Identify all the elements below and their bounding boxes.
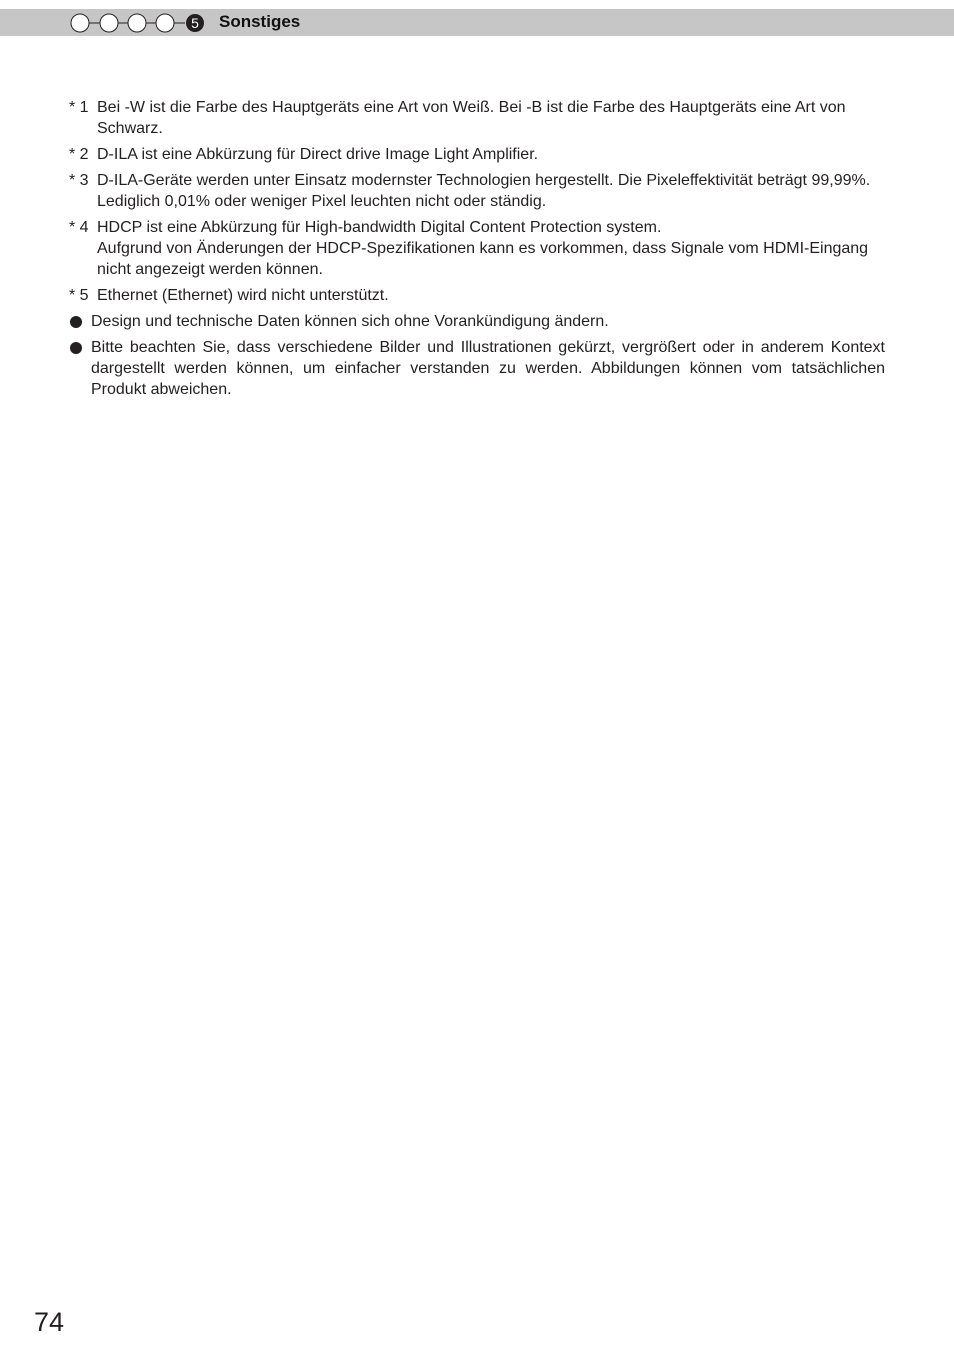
footnote-5: [69, 285, 885, 306]
bullet-item: [69, 311, 885, 332]
footnote-text: D-ILA ist eine Abkürzung für Direct drive Image Light Amplifier.: [97, 146, 539, 163]
step-circle-2: [100, 14, 118, 32]
bullet-dot-icon: [70, 316, 82, 328]
footnote-marker: * 3: [69, 172, 89, 189]
footnote-2: [69, 144, 885, 165]
footnote-1: [69, 97, 885, 139]
footnote-3: [69, 170, 885, 212]
step-circle-3: [128, 14, 146, 32]
footnote-text: HDCP ist eine Abkürzung für High-bandwidth Digital Content Protection system.: [97, 219, 662, 236]
footnote-marker: * 2: [69, 146, 89, 163]
step-circle-1: [71, 14, 89, 32]
footnote-marker: * 5: [69, 287, 89, 304]
footnote-text: Bei -W ist die Farbe des Hauptgeräts eine Art von Weiß. Bei -B ist die Farbe des Hauptgeräts eine Art von Schwarz.: [97, 99, 846, 137]
section-title: Sonstiges: [219, 12, 301, 31]
footnote-marker: * 4: [69, 219, 89, 236]
bullet-text: Design und technische Daten können sich ohne Vorankündigung ändern.: [91, 313, 609, 330]
section-header-bar: [0, 9, 954, 36]
footnote-4: [69, 217, 885, 280]
step-circle-4: [156, 14, 174, 32]
footnote-text-continuation: Aufgrund von Änderungen der HDCP-Spezifikationen kann es vorkommen, dass Signale vom HDMI-Eingang nicht angezeigt werden können.: [97, 240, 869, 278]
footnote-text: Ethernet (Ethernet) wird nicht unterstützt.: [97, 287, 389, 304]
footnote-text: D-ILA-Geräte werden unter Einsatz modernster Technologien hergestellt. Die Pixeleffektivität beträgt 99,99%. Lediglich 0,01% oder weniger Pixel leuchten nicht oder ständig.: [97, 172, 871, 210]
page-number: 74: [34, 1307, 65, 1337]
step-current-number: 5: [191, 15, 199, 31]
bullet-text: Bitte beachten Sie, dass verschiedene Bilder und Illustrationen gekürzt, vergrößert oder in anderem Kontext dargestellt werden können, um einfacher verstanden zu werden. Abbildungen können vom tatsächlichen Produkt abweichen.: [91, 339, 885, 398]
footnote-marker: * 1: [69, 99, 89, 116]
bullet-item: [69, 337, 885, 400]
bullet-dot-icon: [70, 342, 82, 354]
footnotes-section: [69, 97, 885, 405]
step-progress-indicator: [70, 12, 210, 34]
